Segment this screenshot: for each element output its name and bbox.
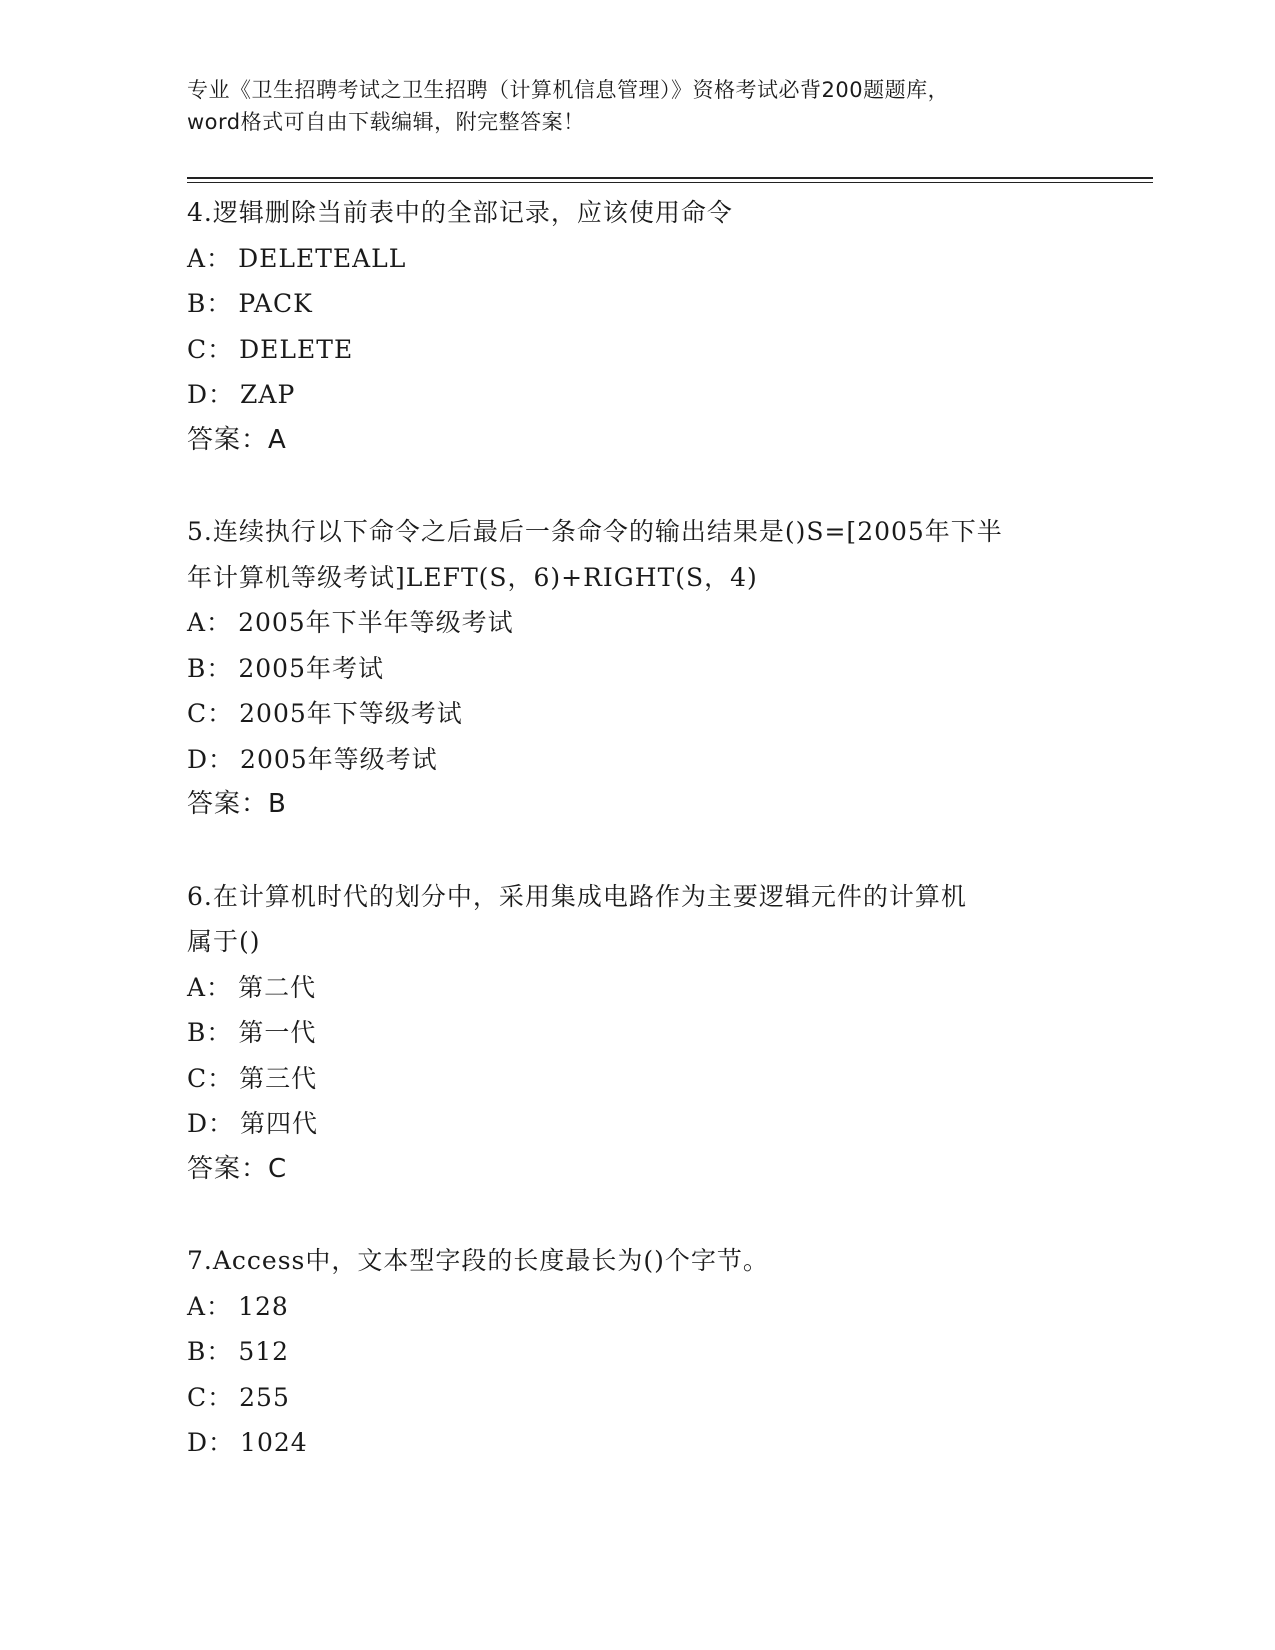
question-stem-line: 5.连续执行以下命令之后最后一条命令的输出结果是()S=[2005年下半 — [187, 517, 1003, 546]
option-letter: C： — [187, 334, 234, 364]
option-letter: D： — [187, 1109, 235, 1138]
answer-option — [187, 646, 1087, 692]
answer-option — [187, 1329, 1087, 1375]
question-block — [187, 1238, 1087, 1466]
option-letter: A： — [187, 243, 233, 273]
answer-option — [187, 1420, 1087, 1466]
option-text: 2005年等级考试 — [240, 744, 438, 774]
answer-option — [187, 691, 1087, 737]
option-text: 第四代 — [240, 1109, 319, 1138]
option-letter: B： — [187, 1018, 233, 1047]
option-letter: B： — [187, 289, 233, 318]
option-letter: A： — [187, 972, 233, 1002]
option-text: 2005年考试 — [238, 653, 384, 683]
option-text: 1024 — [240, 1428, 308, 1457]
option-text: 128 — [238, 1291, 289, 1321]
option-text: PACK — [238, 289, 313, 318]
question-block — [187, 874, 1087, 1193]
answer-option — [187, 1056, 1087, 1102]
header-divider-thick — [187, 177, 1153, 179]
question-block — [187, 509, 1087, 828]
answer-option — [187, 1284, 1087, 1330]
answer-option — [187, 737, 1087, 783]
option-letter: C： — [187, 1063, 234, 1093]
document-header — [187, 74, 1087, 138]
option-letter: A： — [187, 1291, 233, 1321]
option-letter: A： — [187, 608, 233, 637]
option-letter: C： — [187, 699, 234, 728]
option-text: 512 — [238, 1337, 290, 1366]
question-stem-line: 7.Access中，文本型字段的长度最长为()个字节。 — [187, 1246, 769, 1275]
question-list — [187, 190, 1087, 1466]
answer-key: 答案：B — [187, 789, 287, 819]
option-letter: B： — [187, 653, 233, 683]
option-text: 255 — [239, 1382, 290, 1412]
option-letter: D： — [187, 1428, 235, 1457]
question-stem-line: 6.在计算机时代的划分中，采用集成电路作为主要逻辑元件的计算机 — [187, 881, 967, 911]
option-text: 2005年下等级考试 — [239, 699, 463, 728]
option-text: DELETEALL — [238, 243, 407, 273]
option-letter: D： — [187, 380, 235, 409]
answer-option — [187, 965, 1087, 1011]
option-text: 第三代 — [239, 1063, 318, 1093]
answer-option — [187, 1010, 1087, 1056]
option-text: 第二代 — [238, 972, 317, 1002]
answer-key: 答案：A — [187, 424, 287, 455]
option-text: DELETE — [239, 334, 354, 364]
header-line-1: 专业《卫生招聘考试之卫生招聘（计算机信息管理）》资格考试必背200题题库， — [187, 78, 950, 102]
answer-option — [187, 1101, 1087, 1147]
question-stem-line: 属于() — [187, 927, 261, 956]
option-text: 2005年下半年等级考试 — [238, 608, 514, 637]
option-text: 第一代 — [238, 1018, 317, 1047]
question-block — [187, 190, 1087, 463]
question-stem-line: 4.逻辑删除当前表中的全部记录，应该使用命令 — [187, 198, 733, 227]
header-line-2: word格式可自由下载编辑，附完整答案！ — [187, 110, 585, 134]
answer-key: 答案：C — [187, 1153, 288, 1184]
answer-option — [187, 236, 1087, 282]
option-text: ZAP — [240, 380, 296, 409]
option-letter: D： — [187, 744, 235, 774]
answer-option — [187, 372, 1087, 418]
option-letter: B： — [187, 1337, 233, 1366]
option-letter: C： — [187, 1382, 234, 1412]
answer-option — [187, 327, 1087, 373]
answer-option — [187, 281, 1087, 327]
answer-option — [187, 1375, 1087, 1421]
header-divider-thin — [187, 182, 1153, 183]
question-stem-line: 年计算机等级考试]LEFT(S，6)+RIGHT(S，4) — [187, 562, 758, 592]
answer-option — [187, 600, 1087, 646]
